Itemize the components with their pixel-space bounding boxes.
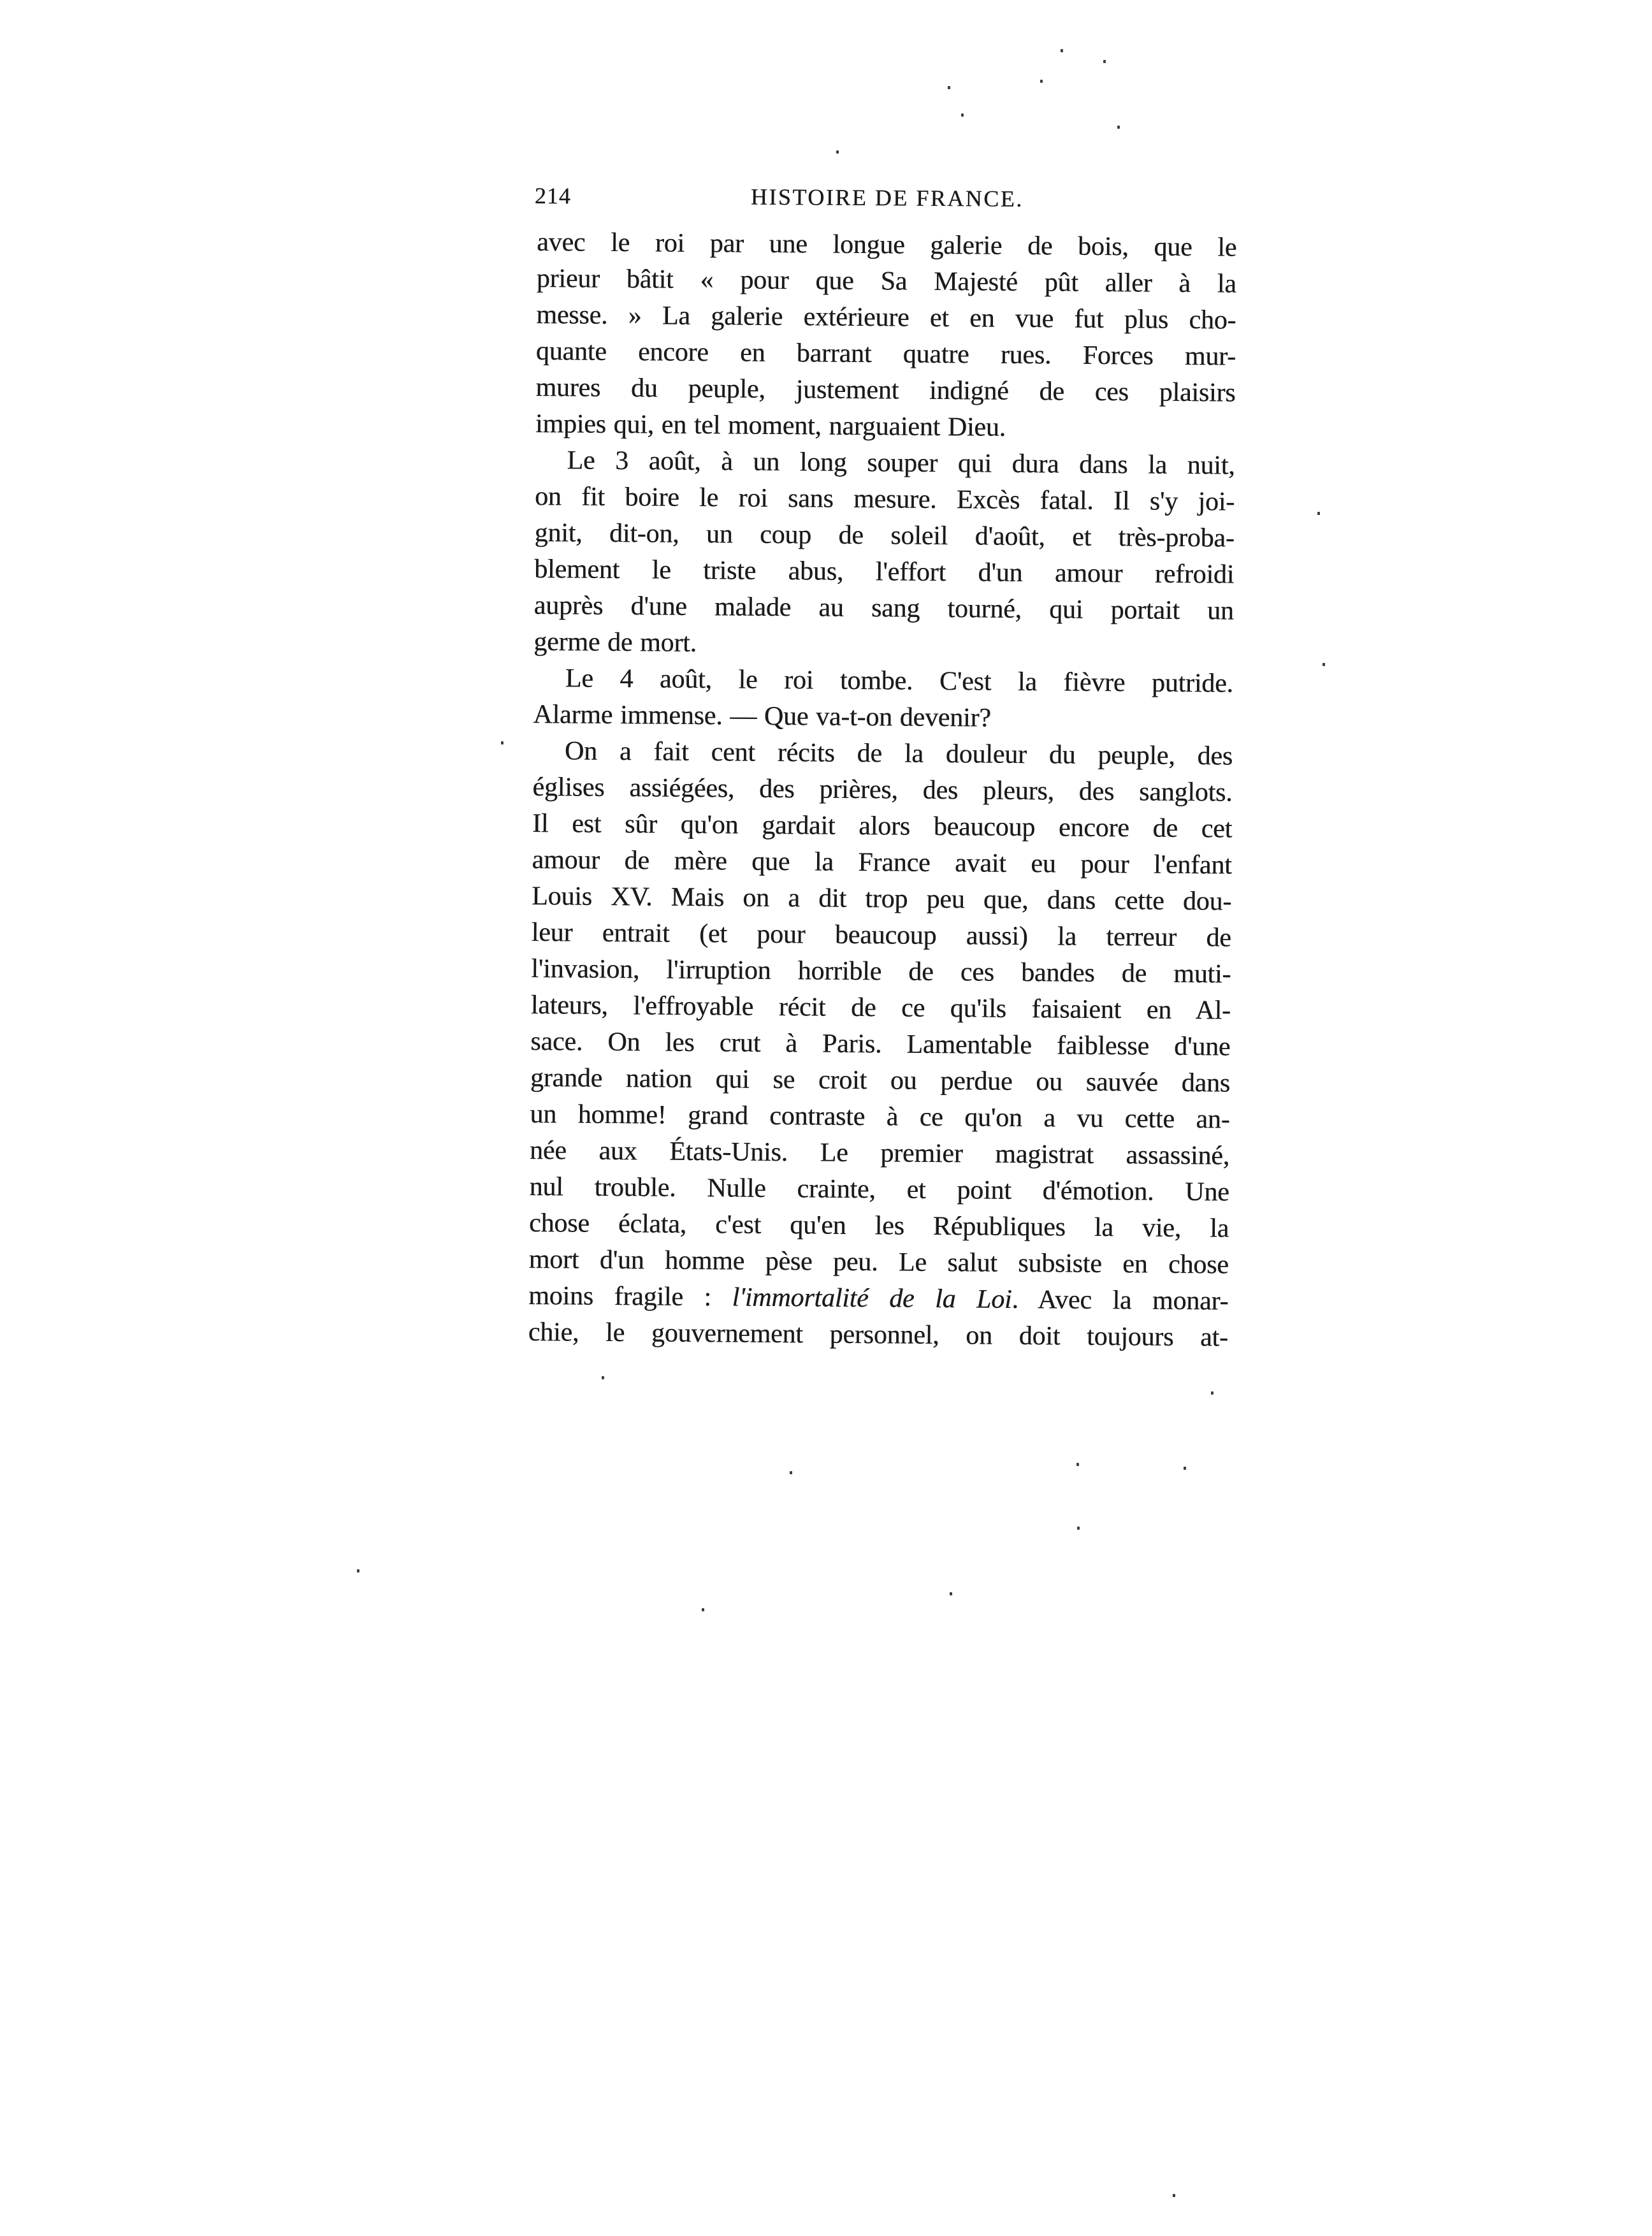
scan-speck bbox=[1322, 663, 1325, 666]
text-line bbox=[537, 261, 1236, 303]
text-segment: lateurs, l'effroyable récit de ce qu'ils faisaient en Al- bbox=[530, 990, 1231, 1026]
text-segment: messe. » La galerie extérieure et en vue fut plus cho- bbox=[536, 300, 1236, 335]
scan-speck bbox=[602, 1376, 604, 1379]
text-segment: On a fait cent récits de la douleur du peuple, des bbox=[564, 736, 1233, 771]
text-line bbox=[535, 479, 1235, 521]
scan-speck bbox=[702, 1608, 704, 1611]
text-segment: chose éclata, c'est qu'en les Républiques la vie, la bbox=[528, 1208, 1229, 1244]
text-line bbox=[530, 1096, 1229, 1138]
text-segment: impies qui, en tel moment, narguaient Dieu. bbox=[535, 409, 1006, 442]
italic-phrase: l'immortalité de la Loi bbox=[732, 1282, 1012, 1314]
scan-speck bbox=[1211, 1391, 1214, 1395]
text-line bbox=[532, 915, 1231, 957]
text-line bbox=[528, 1242, 1228, 1284]
text-line bbox=[531, 987, 1231, 1029]
text-segment: quante encore en barrant quatre rues. Forces mur- bbox=[535, 336, 1236, 372]
text-segment: moins fragile : bbox=[528, 1281, 732, 1312]
text-line bbox=[528, 1278, 1228, 1320]
scan-speck bbox=[1076, 1463, 1079, 1466]
scan-speck bbox=[501, 741, 504, 744]
text-line bbox=[532, 806, 1232, 848]
text-line bbox=[534, 515, 1234, 557]
text-line bbox=[528, 1314, 1228, 1356]
text-segment: Le 4 août, le roi tombe. C'est la fièvre putride. bbox=[565, 664, 1234, 699]
text-line bbox=[531, 951, 1231, 993]
text-segment: grande nation qui se croit ou perdue ou sauvée dans bbox=[530, 1063, 1231, 1098]
text-line bbox=[534, 551, 1234, 593]
text-segment: Alarme immense. — Que va-t-on devenir? bbox=[533, 699, 991, 733]
text-segment: Il est sûr qu'on gardait alors beaucoup encore de cet bbox=[532, 808, 1233, 844]
text-segment: germe de mort. bbox=[533, 627, 697, 658]
text-segment: mort d'un homme pèse peu. Le salut subsiste en chose bbox=[528, 1244, 1229, 1280]
text-segment: Louis XV. Mais on a dit trop peu que, dans cette dou- bbox=[532, 881, 1232, 917]
text-line bbox=[535, 370, 1235, 412]
text-line bbox=[536, 333, 1236, 375]
text-line bbox=[534, 588, 1234, 630]
text-line bbox=[530, 1024, 1230, 1066]
page-number: 214 bbox=[534, 182, 571, 209]
text-line bbox=[535, 406, 1235, 448]
scan-speck bbox=[950, 1592, 952, 1595]
text-segment: gnit, dit-on, un coup de soleil d'août, et très-proba- bbox=[534, 518, 1235, 553]
scan-speck bbox=[1173, 2194, 1175, 2197]
text-segment: Le 3 août, à un long souper qui dura dans la nuit, bbox=[567, 446, 1235, 481]
scan-speck bbox=[1317, 512, 1320, 515]
text-segment: l'invasion, l'irruption horrible de ces bandes de muti- bbox=[531, 954, 1231, 989]
scan-speck bbox=[1061, 49, 1063, 52]
text-segment: églises assiégées, des prières, des pleurs, des sanglots. bbox=[532, 772, 1233, 808]
text-line bbox=[536, 297, 1236, 339]
scan-speck bbox=[836, 150, 839, 154]
scan-speck bbox=[1184, 1467, 1186, 1470]
scan-speck bbox=[1103, 60, 1106, 63]
text-segment: leur entrait (et pour beaucoup aussi) la terreur de bbox=[531, 917, 1231, 953]
text-segment: mures du peuple, justement indigné de ces plaisirs bbox=[535, 372, 1236, 408]
text-line bbox=[532, 842, 1231, 884]
text-line bbox=[530, 1060, 1230, 1102]
text-segment: prieur bâtit « pour que Sa Majesté pût aller à la bbox=[536, 263, 1236, 299]
text-line bbox=[529, 1205, 1229, 1247]
text-line bbox=[530, 1133, 1229, 1175]
text-line bbox=[533, 697, 1233, 739]
running-header: HISTOIRE DE FRANCE. bbox=[750, 184, 1024, 212]
scan-speck bbox=[948, 86, 950, 89]
text-segment: nul trouble. Nulle crainte, et point d'émotion. Une bbox=[529, 1172, 1229, 1207]
text-segment: chie, le gouvernement personnel, on doit toujours at- bbox=[528, 1317, 1228, 1353]
text-line bbox=[533, 733, 1233, 775]
text-segment: née aux États-Unis. Le premier magistrat assassiné, bbox=[529, 1135, 1230, 1171]
scan-speck bbox=[1077, 1527, 1080, 1530]
text-segment: sace. On les crut à Paris. Lamentable faiblesse d'une bbox=[530, 1026, 1231, 1062]
text-segment: auprès d'une malade au sang tourné, qui portait un bbox=[533, 590, 1234, 626]
text-line bbox=[537, 224, 1236, 266]
text-line bbox=[535, 442, 1235, 484]
body-text bbox=[528, 224, 1237, 1356]
text-column bbox=[528, 181, 1237, 1356]
scan-speck bbox=[961, 113, 964, 117]
text-segment: on fit boire le roi sans mesure. Excès fatal. Il s'y joi- bbox=[534, 481, 1235, 517]
text-line bbox=[532, 878, 1231, 920]
page-header bbox=[534, 181, 1237, 215]
scan-speck bbox=[1117, 126, 1120, 129]
text-segment: blement le triste abus, l'effort d'un amour refroidi bbox=[534, 554, 1235, 590]
text-line bbox=[529, 1169, 1229, 1211]
scan-speck bbox=[1040, 80, 1043, 83]
text-segment: un homme! grand contraste à ce qu'on a vu cette an- bbox=[530, 1099, 1230, 1135]
scan-speck bbox=[790, 1471, 792, 1474]
scan-speck bbox=[357, 1569, 359, 1572]
text-line bbox=[533, 624, 1233, 666]
text-line bbox=[532, 769, 1232, 811]
text-segment: avec le roi par une longue galerie de bois, que le bbox=[537, 227, 1237, 263]
text-segment: . Avec la monar- bbox=[1011, 1284, 1229, 1316]
text-segment: amour de mère que la France avait eu pour l'enfant bbox=[532, 845, 1232, 880]
text-line bbox=[533, 660, 1233, 702]
